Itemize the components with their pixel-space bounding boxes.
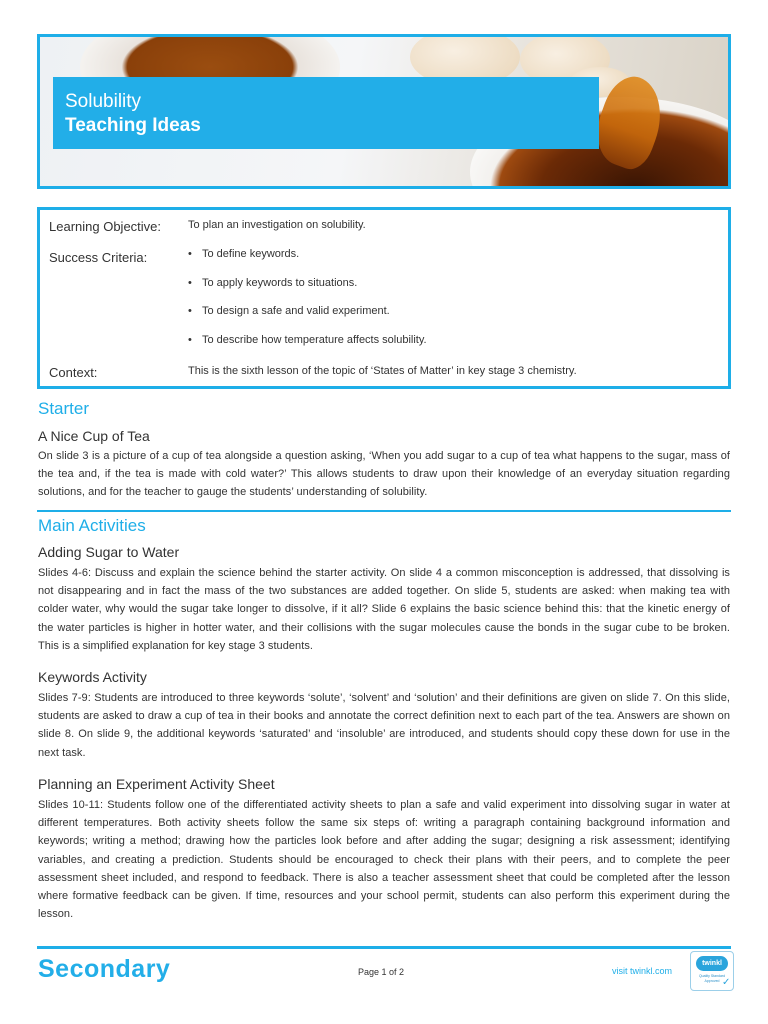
footer-divider [37,946,731,949]
page-subtitle: Teaching Ideas [65,115,201,136]
success-criteria-label: Success Criteria: [49,250,148,265]
objectives-box [37,207,731,389]
success-criteria-list [188,248,427,362]
context-label: Context: [49,365,98,380]
activity-subheading: Adding Sugar to Water [38,544,180,560]
brand-logo: Secondary [38,955,171,983]
starter-heading: Starter [38,399,90,418]
activity-paragraph: Slides 7-9: Students are introduced to three keywords ‘solute’, ‘solvent’ and ‘solution’ and their definitions are given on slide 7. On this slide, students are asked to draw a cup of tea in their books and annotate the correct definition next to each part of the tea. Answers are shown on slide 8. On slide 9, the additional keywords ‘saturated’ and ‘insoluble’ are introduced, and students should copy these down for use in the next task. [38,692,730,759]
page-number: Page 1 of 2 [358,967,405,977]
twinkl-logo-icon: twinkl [696,956,728,971]
checkmark-icon: ✓ [722,977,731,988]
quality-badge [690,951,734,991]
main-activities-heading: Main Activities [38,516,146,535]
list-item: • To define keywords. [188,248,300,260]
activity-subheading: Keywords Activity [38,669,147,685]
learning-objective-label: Learning Objective: [49,219,162,234]
activity-paragraph: Slides 10-11: Students follow one of the differentiated activity sheets to plan a safe and valid experiment into dissolving sugar in water at different temperatures. Both activity sheets follow the same six steps of: writing a paragraph containing background information and keywords; writing a method; drawing how the particles look before and after adding the sugar; designing a risk assessment; identifying variables, and creating a prediction. Students should be encouraged to check their plans with their peers, and to complete the peer assessment sheet included, and respond to feedback. There is also a teacher assessment sheet that could be completed after the lesson where formative feedback can be given. If time, resources and your school permit, students can also perform this experiment during the lesson. [38,799,730,921]
header-banner [37,34,731,189]
list-item: • To describe how temperature affects solubility. [188,333,427,346]
badge-text: Quality Standard Approved [698,974,726,983]
activity-subheading: Planning an Experiment Activity Sheet [38,776,275,792]
activity-paragraph: Slides 4-6: Discuss and explain the science behind the starter activity. On slide 4 a common misconception is addressed, that dissolving is not disappearing and in fact the mass of the two substances are added together. On slide 5, students are asked: when making tea with colder water, why would the sugar take longer to dissolve, if it all? Slide 6 explains the basic science behind this: that the kinetic energy of the water particles is higher in hotter water, and their collisions with the sugar molecules cause the bonds in the sugar cube to be broken. This is a simplified explanation for key stage 3 students. [38,567,730,652]
page-title: Solubility [65,91,142,112]
title-box [53,77,599,149]
section-divider [37,510,731,512]
starter-subheading: A Nice Cup of Tea [38,428,150,444]
context-text: This is the sixth lesson of the topic of ‘States of Matter’ in key stage 3 chemistry. [188,365,577,377]
list-item: • To apply keywords to situations. [188,276,358,289]
learning-objective-text: To plan an investigation on solubility. [188,219,366,231]
list-item: • To design a safe and valid experiment. [188,305,390,317]
starter-paragraph: On slide 3 is a picture of a cup of tea alongside a question asking, ‘When you add sugar to a cup of tea what happens to the sugar, mass of the tea and, if the tea is made with cold water?’ This allows students to draw upon their knowledge of an everyday situation regarding solutions, and for the teacher to gauge the students’ understanding of solubility. [38,450,730,499]
visit-link[interactable]: visit twinkl.com [612,966,673,976]
